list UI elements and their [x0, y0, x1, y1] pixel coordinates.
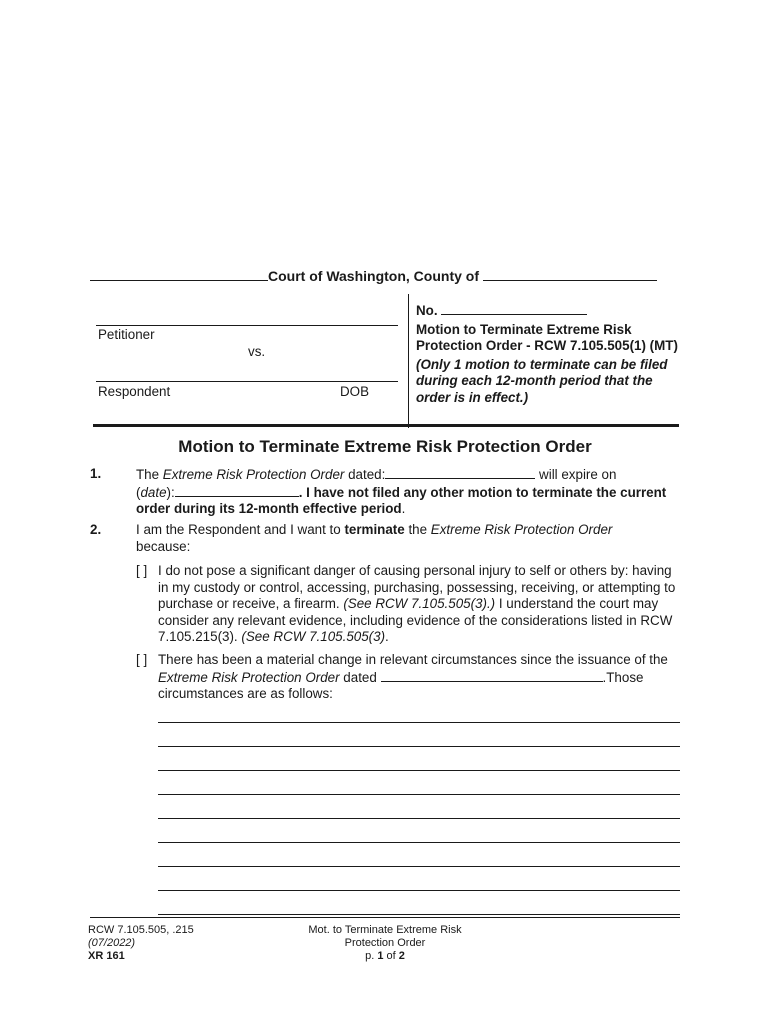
expiry-date-blank[interactable] — [175, 484, 299, 497]
item-1-period: . — [401, 501, 406, 517]
item-1-text-a: The — [136, 467, 163, 482]
option-1-cite-a: (See RCW 7.105.505(3).) — [343, 596, 496, 612]
item-2-text-a: I am the Respondent and I want to — [136, 522, 345, 537]
option-1 — [136, 563, 682, 646]
option-2-order-name: Extreme Risk Protection Order — [158, 669, 340, 685]
form-title: Motion to Terminate Extreme Risk Protection Order — [178, 437, 592, 456]
footer-title-line-1: Mot. to Terminate Extreme Risk — [308, 924, 462, 936]
footer-page-number — [290, 950, 480, 963]
option-1-text — [136, 563, 682, 646]
item-2-because: because: — [136, 538, 191, 554]
option-2-text-c: .Those circumstances are as follows: — [158, 669, 644, 702]
page-prefix: p. — [365, 950, 378, 962]
circumstances-line[interactable] — [158, 866, 680, 867]
court-text: Court of Washington, County of — [268, 268, 479, 284]
order-date-blank[interactable] — [385, 466, 535, 479]
option-1-text-a: I do not pose a significant danger of causing personal injury to self or others by: having in my custody or control, accessing, purchasing, possessing, receiving, or attempting to purchase or receive, a firearm. — [158, 563, 676, 612]
case-number-label: No. — [416, 303, 438, 318]
item-1-text — [136, 466, 682, 518]
county-blank[interactable] — [483, 268, 657, 281]
item-1-statement: . I have not filed any other motion to terminate the current order during its 12-month effective period — [136, 484, 667, 517]
order-issue-date-blank[interactable] — [381, 669, 603, 682]
respondent-name-line[interactable] — [96, 381, 398, 382]
circumstances-line[interactable] — [158, 890, 680, 891]
option-2-text — [136, 652, 682, 703]
item-1-number: 1. — [90, 466, 102, 481]
footer-rule — [90, 917, 680, 918]
item-2-text-b: the — [404, 522, 431, 537]
caption-case-info — [416, 302, 686, 406]
page-total: 2 — [398, 950, 405, 962]
option-1-cite-b: (See RCW 7.105.505(3) — [241, 629, 386, 645]
circumstances-line[interactable] — [158, 818, 680, 819]
option-2-checkbox[interactable]: [ ] — [136, 652, 148, 667]
court-line — [90, 268, 682, 284]
vs-label: vs. — [248, 344, 266, 359]
option-1-checkbox[interactable]: [ ] — [136, 563, 148, 578]
form-name: Motion to Terminate Extreme Risk Protection Order - RCW 7.105.505(1) (MT) — [416, 321, 678, 353]
item-2-order-name: Extreme Risk Protection Order — [430, 522, 613, 537]
option-2 — [136, 652, 682, 703]
petitioner-label: Petitioner — [98, 327, 155, 342]
item-1-order-name: Extreme Risk Protection Order — [162, 467, 345, 482]
caption-divider — [408, 294, 409, 428]
option-2-text-a: There has been a material change in relevant circumstances since the issuance of the — [158, 652, 668, 667]
caption-bottom-rule — [93, 424, 679, 427]
filing-note: (Only 1 motion to terminate can be filed during each 12-month period that the order is in effect.) — [416, 356, 668, 405]
footer-form-info — [88, 924, 194, 963]
item-1-text-b: dated: — [344, 467, 386, 482]
circumstances-line[interactable] — [158, 746, 680, 747]
respondent-label: Respondent — [98, 384, 171, 399]
circumstances-line[interactable] — [158, 722, 680, 723]
item-2-text — [136, 522, 682, 555]
dob-label: DOB — [340, 384, 370, 399]
page-of: of — [383, 950, 399, 962]
caption-parties — [96, 296, 396, 420]
item-2-terminate: terminate — [344, 522, 405, 537]
court-name-blank[interactable] — [90, 268, 268, 281]
case-number-line — [416, 302, 686, 320]
item-1-paren-open: ( — [136, 484, 141, 500]
option-2-text-b: dated — [339, 669, 381, 685]
item-1-date-label: date — [140, 484, 167, 500]
item-1-text-c: will expire on — [535, 467, 617, 482]
page-current: 1 — [377, 950, 384, 962]
option-1-period: . — [385, 629, 389, 645]
item-2-number: 2. — [90, 522, 102, 537]
footer-form-id: XR 161 — [88, 950, 125, 962]
footer-date: (07/2022) — [88, 937, 136, 949]
petitioner-name-line[interactable] — [96, 325, 398, 326]
case-number-blank[interactable] — [441, 302, 587, 315]
footer-title-line-2: Protection Order — [344, 937, 426, 949]
circumstances-line[interactable] — [158, 914, 680, 915]
circumstances-line[interactable] — [158, 770, 680, 771]
option-1-text-b: I understand the court may consider any relevant evidence, including evidence of the considerations listed in RCW 7.105.215(3). — [158, 596, 673, 645]
circumstances-line[interactable] — [158, 794, 680, 795]
circumstances-line[interactable] — [158, 842, 680, 843]
item-1-paren-close: ): — [166, 484, 175, 500]
footer-form-title — [290, 924, 480, 963]
footer-rcw: RCW 7.105.505, .215 — [88, 924, 194, 936]
